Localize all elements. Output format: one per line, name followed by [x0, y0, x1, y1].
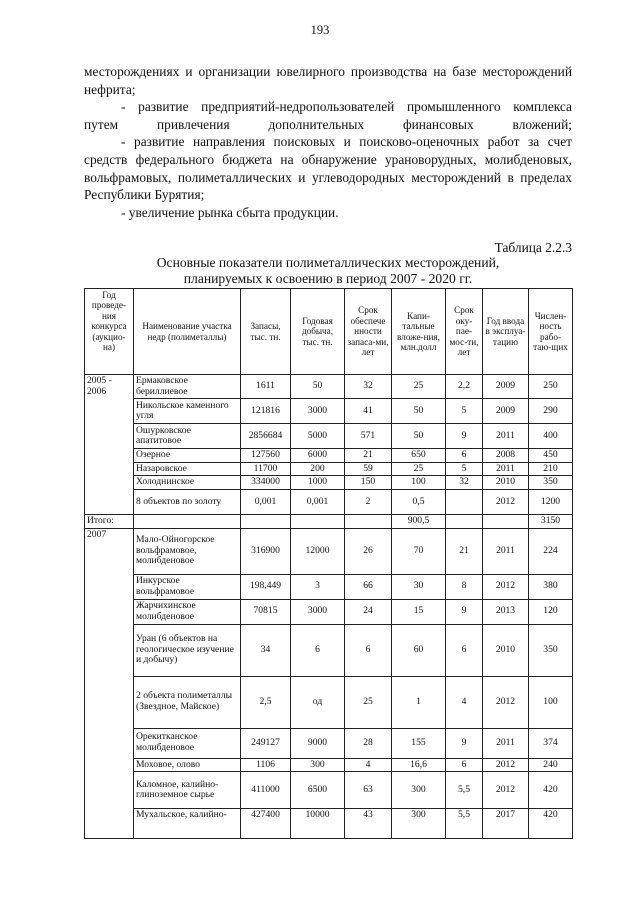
row-name: Моховое, олово [134, 758, 241, 772]
cell-workers: 210 [529, 462, 573, 476]
table-row [85, 399, 573, 424]
cell-reserves: 249127 [241, 728, 291, 758]
cell-output: 50 [291, 375, 345, 399]
row-name: 2 объекта полиметаллы (Звездное, Майское) [134, 676, 241, 728]
cell-payback: 8 [446, 574, 483, 599]
table-header-row [85, 289, 573, 375]
cell-year: 2011 [483, 728, 529, 758]
paragraph-1: месторождениях и организации ювелирного производства на базе месторождений нефрита; [84, 64, 572, 97]
row-name: Назаровское [134, 462, 241, 476]
cell-term: 59 [345, 462, 392, 476]
cell-output: 6000 [291, 449, 345, 463]
row-name: Инкурское вольфрамовое [134, 574, 241, 599]
row-name: Никольское каменного угля [134, 399, 241, 424]
cell-capital: 300 [392, 772, 446, 809]
cell-capital: 50 [392, 399, 446, 424]
cell-year: 2013 [483, 599, 529, 624]
cell-capital: 16,6 [392, 758, 446, 772]
cell-reserves: 316900 [241, 528, 291, 574]
cell-capital: 0,5 [392, 489, 446, 514]
data-table [84, 288, 573, 839]
group-year-cell: 2007 [85, 528, 134, 839]
cell-payback: 2,2 [446, 375, 483, 399]
cell-year: 2008 [483, 449, 529, 463]
cell-workers: 250 [529, 375, 573, 399]
cell-output: 5000 [291, 424, 345, 449]
table-row [85, 772, 573, 809]
table-caption-line-2: планируемых к освоению в период 2007 - 2020 гг. [183, 271, 473, 286]
cell-capital: 25 [392, 462, 446, 476]
header-year: Год проведе-ния конкурса (аукцио-на) [85, 289, 134, 375]
cell-term: 28 [345, 728, 392, 758]
cell-reserves: 1106 [241, 758, 291, 772]
cell-output: 3000 [291, 399, 345, 424]
cell-payback: 4 [446, 676, 483, 728]
paragraph-2: - развитие предприятий-недропользователей промышленного комплекса путем привлечения дополнительных финансовых вложений; [84, 99, 572, 132]
cell-payback: 5,5 [446, 809, 483, 839]
cell-workers: 290 [529, 399, 573, 424]
table-row [85, 375, 573, 399]
cell-output: 12000 [291, 528, 345, 574]
total-workers: 3150 [529, 514, 573, 528]
row-name: Озерное [134, 449, 241, 463]
cell-output: 6500 [291, 772, 345, 809]
cell-capital: 100 [392, 476, 446, 490]
header-workers: Числен-ность рабо-таю-щих [529, 289, 573, 375]
cell-term: 571 [345, 424, 392, 449]
row-name: Холоднинское [134, 476, 241, 490]
cell-payback: 5,5 [446, 772, 483, 809]
cell-output: 1000 [291, 476, 345, 490]
table-row [85, 809, 573, 839]
table-row [85, 728, 573, 758]
cell-output: 200 [291, 462, 345, 476]
cell-workers: 120 [529, 599, 573, 624]
cell-payback: 9 [446, 424, 483, 449]
cell-term: 6 [345, 624, 392, 676]
cell-term: 43 [345, 809, 392, 839]
table-row [85, 624, 573, 676]
row-name: Уран (6 объектов на геологическое изучение и добычу) [134, 624, 241, 676]
cell-reserves: 1611 [241, 375, 291, 399]
header-payback: Срок оку-пае-мос-ти, лет [446, 289, 483, 375]
cell-workers: 224 [529, 528, 573, 574]
cell-reserves: 411000 [241, 772, 291, 809]
header-supply-term: Срок обеспече нности запаса-ми, лет [345, 289, 392, 375]
cell-term: 41 [345, 399, 392, 424]
cell-workers: 420 [529, 772, 573, 809]
cell-capital: 30 [392, 574, 446, 599]
cell-workers: 100 [529, 676, 573, 728]
table-row [85, 449, 573, 463]
cell-workers: 350 [529, 476, 573, 490]
cell-payback: 9 [446, 728, 483, 758]
page-number: 193 [310, 23, 330, 37]
cell-year: 2011 [483, 462, 529, 476]
cell-term: 26 [345, 528, 392, 574]
total-row [85, 514, 573, 528]
cell-reserves: 198,449 [241, 574, 291, 599]
cell-workers: 374 [529, 728, 573, 758]
cell-year: 2011 [483, 528, 529, 574]
cell-capital: 1 [392, 676, 446, 728]
cell-payback: 9 [446, 599, 483, 624]
header-commissioning-year: Год ввода в эксплуа-тацию [483, 289, 529, 375]
table-row [85, 599, 573, 624]
body-text [84, 63, 572, 221]
cell-reserves: 121816 [241, 399, 291, 424]
header-name: Наименование участка недр (полиметаллы) [134, 289, 241, 375]
cell-reserves: 70815 [241, 599, 291, 624]
cell-term: 2 [345, 489, 392, 514]
cell-payback: 6 [446, 758, 483, 772]
cell-workers: 450 [529, 449, 573, 463]
cell-output: од [291, 676, 345, 728]
table-caption-line-1: Основные показатели полиметаллических месторождений, [156, 255, 500, 270]
table-row [85, 528, 573, 574]
cell-capital: 25 [392, 375, 446, 399]
cell-capital: 15 [392, 599, 446, 624]
cell-payback [446, 489, 483, 514]
header-annual-output: Годовая добыча, тыс. тн. [291, 289, 345, 375]
row-name: Орекитканское молибденовое [134, 728, 241, 758]
row-name: Каломное, калийно-глиноземное сырье [134, 772, 241, 809]
group-year-cell: 2005 - 2006 [85, 375, 134, 515]
cell-workers: 1200 [529, 489, 573, 514]
cell-year: 2012 [483, 758, 529, 772]
cell-output: 9000 [291, 728, 345, 758]
cell-output: 0,001 [291, 489, 345, 514]
row-name: Мало-Ойногорское вольфрамовое, молибденовое [134, 528, 241, 574]
row-name: Жарчихинское молибденовое [134, 599, 241, 624]
header-capital: Капи-тальные вложе-ния, млн.долл [392, 289, 446, 375]
cell-workers: 400 [529, 424, 573, 449]
cell-year: 2009 [483, 375, 529, 399]
cell-capital: 60 [392, 624, 446, 676]
cell-output: 3 [291, 574, 345, 599]
cell-year: 2011 [483, 424, 529, 449]
cell-term: 4 [345, 758, 392, 772]
cell-term: 32 [345, 375, 392, 399]
cell-year: 2009 [483, 399, 529, 424]
cell-output: 10000 [291, 809, 345, 839]
cell-reserves: 2856684 [241, 424, 291, 449]
paragraph-3: - развитие направления поисковых и поисково-оценочных работ за счет средств федерального бюджета на обнаружение урановорудных, молибденовых, вольфрамовых, полиметаллических и углеводородных месторождений в пределах Республики Бурятия; [84, 134, 572, 203]
table-row [85, 758, 573, 772]
cell-workers: 380 [529, 574, 573, 599]
cell-year: 2017 [483, 809, 529, 839]
cell-term: 24 [345, 599, 392, 624]
cell-year: 2012 [483, 489, 529, 514]
table-label: Таблица 2.2.3 [494, 240, 572, 255]
cell-year: 2010 [483, 624, 529, 676]
cell-reserves: 334000 [241, 476, 291, 490]
cell-term: 63 [345, 772, 392, 809]
row-name: Ошурковское апатитовое [134, 424, 241, 449]
cell-payback: 21 [446, 528, 483, 574]
cell-year: 2010 [483, 476, 529, 490]
cell-capital: 650 [392, 449, 446, 463]
cell-term: 25 [345, 676, 392, 728]
table-row [85, 476, 573, 490]
cell-output: 6 [291, 624, 345, 676]
row-name: Ермаковское бериллиевое [134, 375, 241, 399]
cell-capital: 70 [392, 528, 446, 574]
total-capital: 900,5 [392, 514, 446, 528]
cell-payback: 6 [446, 449, 483, 463]
cell-payback: 6 [446, 624, 483, 676]
cell-capital: 300 [392, 809, 446, 839]
cell-payback: 5 [446, 462, 483, 476]
cell-reserves: 11700 [241, 462, 291, 476]
table-row [85, 676, 573, 728]
cell-payback: 5 [446, 399, 483, 424]
row-name: Мухальское, калийно- [134, 809, 241, 839]
cell-term: 21 [345, 449, 392, 463]
cell-year: 2012 [483, 676, 529, 728]
cell-year: 2012 [483, 772, 529, 809]
cell-reserves: 0,001 [241, 489, 291, 514]
cell-output: 3000 [291, 599, 345, 624]
table-row [85, 424, 573, 449]
cell-year: 2012 [483, 574, 529, 599]
cell-reserves: 127560 [241, 449, 291, 463]
cell-reserves: 2,5 [241, 676, 291, 728]
cell-term: 66 [345, 574, 392, 599]
cell-workers: 240 [529, 758, 573, 772]
cell-reserves: 427400 [241, 809, 291, 839]
cell-workers: 350 [529, 624, 573, 676]
paragraph-4: - увеличение рынка сбыта продукции. [121, 204, 339, 220]
cell-capital: 50 [392, 424, 446, 449]
cell-output: 300 [291, 758, 345, 772]
row-name: 8 объектов по золоту [134, 489, 241, 514]
table-caption [84, 255, 572, 287]
cell-payback: 32 [446, 476, 483, 490]
table-row [85, 574, 573, 599]
header-reserves: Запасы, тыс. тн. [241, 289, 291, 375]
cell-capital: 155 [392, 728, 446, 758]
cell-workers: 420 [529, 809, 573, 839]
cell-reserves: 34 [241, 624, 291, 676]
cell-term: 150 [345, 476, 392, 490]
total-label: Итого: [85, 514, 134, 528]
table-row [85, 462, 573, 476]
table-row [85, 489, 573, 514]
